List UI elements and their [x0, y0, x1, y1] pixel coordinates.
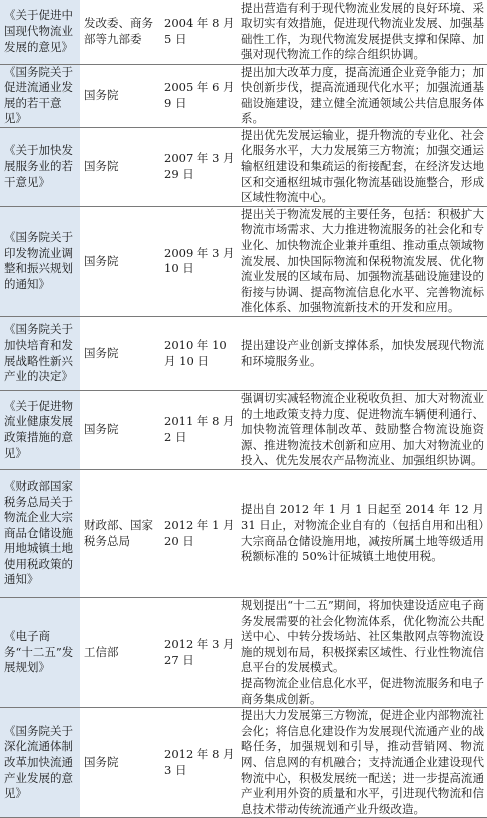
policy-content: 提出优先发展运输业，提升物流的专业化、社会化服务水平，大力发展第三方物流；加强交通运输枢纽建设和集疏运的衔接配套，在经济发达地区和交通枢纽城市强化物流基础设施整合，形成区域性物流中心。 [238, 127, 487, 206]
policy-name: 《国务院关于印发物流业调整和振兴规划的通知》 [0, 206, 80, 316]
issuer: 国务院 [80, 206, 160, 316]
policy-content: 提出加大改革力度，提高流通企业竞争能力；加快创新步伐，提高流通现代化水平；加强流通基础设施建设，建立健全流通领域公共信息服务体系。 [238, 64, 487, 127]
issuer: 国务院 [80, 391, 160, 470]
policy-content: 强调切实减轻物流企业税收负担、加大对物流业的土地政策支持力度、促进物流车辆便利通行、加快物流管理体制改革、鼓励整合物流设施资源、推进物流技术创新和应用、加大对物流业的投入、优先发展农产品物流业、加强组织协调。 [238, 391, 487, 470]
policy-name: 《国务院关于深化流通体制改革加快流通产业发展的意见》 [0, 708, 80, 818]
table-row [0, 708, 487, 818]
issue-date: 2010 年 10 月 10 日 [160, 317, 238, 391]
policy-content: 规划提出“十二五”期间，将加快建设适应电子商务发展需要的社会化物流体系，优化物流公共配送中心、中转分拨场站、社区集散网点等物流设施的规划布局，积极探索区域性、行业性物流信息平台的发展模式。 提高物流企业信息化水平，促进物流服务和电子商务集成创新。 [238, 598, 487, 708]
policy-name: 《关于促进中国现代物流业发展的意见》 [0, 0, 80, 64]
table-row [0, 0, 487, 64]
policy-name: 《关于促进物流业健康发展政策措施的意见》 [0, 391, 80, 470]
policy-name: 《电子商务“十二五”发展规划》 [0, 598, 80, 708]
issuer: 国务院 [80, 127, 160, 206]
table-row [0, 317, 487, 391]
issue-date: 2007 年 3 月 29 日 [160, 127, 238, 206]
issue-date: 2005 年 6 月 9 日 [160, 64, 238, 127]
issuer: 国务院 [80, 64, 160, 127]
issuer: 国务院 [80, 708, 160, 818]
issuer: 工信部 [80, 598, 160, 708]
table-row [0, 127, 487, 206]
policy-content: 提出自 2012 年 1 月 1 日起至 2014 年 12 月 31 日止，对物流企业自有的（包括自用和出租）大宗商品仓储设施用地，减按所属土地等级适用税额标准的 50%计征城镇土地使用税。 [238, 470, 487, 598]
issue-date: 2009 年 3 月 10 日 [160, 206, 238, 316]
policy-content: 提出大力发展第三方物流，促进企业内部物流社会化；将信息化建设作为发展现代流通产业的战略任务，加强规划和引导，推动营销网、物流网、信息网的有机融合；支持流通企业建设现代物流中心，积极发展统一配送；进一步提高流通产业利用外资的质量和水平，引进现代物流和信息技术带动传统流通产业升级改造。 [238, 708, 487, 818]
policy-content: 提出关于物流发展的主要任务，包括：积极扩大物流市场需求、大力推进物流服务的社会化和专业化、加快物流企业兼并重组、推动重点领域物流发展、加快国际物流和保税物流发展、优化物流业发展的区域布局、加强物流基础设施建设的衔接与协调、提高物流信息化水平、完善物流标准化体系、加强物流新技术的开发和应用。 [238, 206, 487, 316]
table-row [0, 470, 487, 598]
policy-name: 《财政部国家税务总局关于物流企业大宗商品仓储设施用地城镇土地使用税政策的通知》 [0, 470, 80, 598]
policy-name: 《国务院关于加快培育和发展战略性新兴产业的决定》 [0, 317, 80, 391]
issue-date: 2012 年 8 月 3 日 [160, 708, 238, 818]
table-row [0, 598, 487, 708]
issue-date: 2011 年 8 月 2 日 [160, 391, 238, 470]
table-row [0, 391, 487, 470]
policy-content: 提出营造有利于现代物流业发展的良好环境、采取切实有效措施，促进现代物流业发展、加强基础性工作，为现代物流发展提供支撑和保障、加强对现代物流工作的综合组织协调。 [238, 0, 487, 64]
issue-date: 2012 年 3 月 27 日 [160, 598, 238, 708]
table-row [0, 206, 487, 316]
issuer: 财政部、国家税务总局 [80, 470, 160, 598]
issue-date: 2012 年 1 月 20 日 [160, 470, 238, 598]
issue-date: 2004 年 8 月 5 日 [160, 0, 238, 64]
policy-name: 《关于加快发展服务业的若干意见》 [0, 127, 80, 206]
issuer: 发改委、商务部等九部委 [80, 0, 160, 64]
policy-name: 《国务院关于促进流通业发展的若干意见》 [0, 64, 80, 127]
issuer: 国务院 [80, 317, 160, 391]
policy-content: 提出建设产业创新支撑体系，加快发展现代物流和环境服务业。 [238, 317, 487, 391]
table-row [0, 64, 487, 127]
